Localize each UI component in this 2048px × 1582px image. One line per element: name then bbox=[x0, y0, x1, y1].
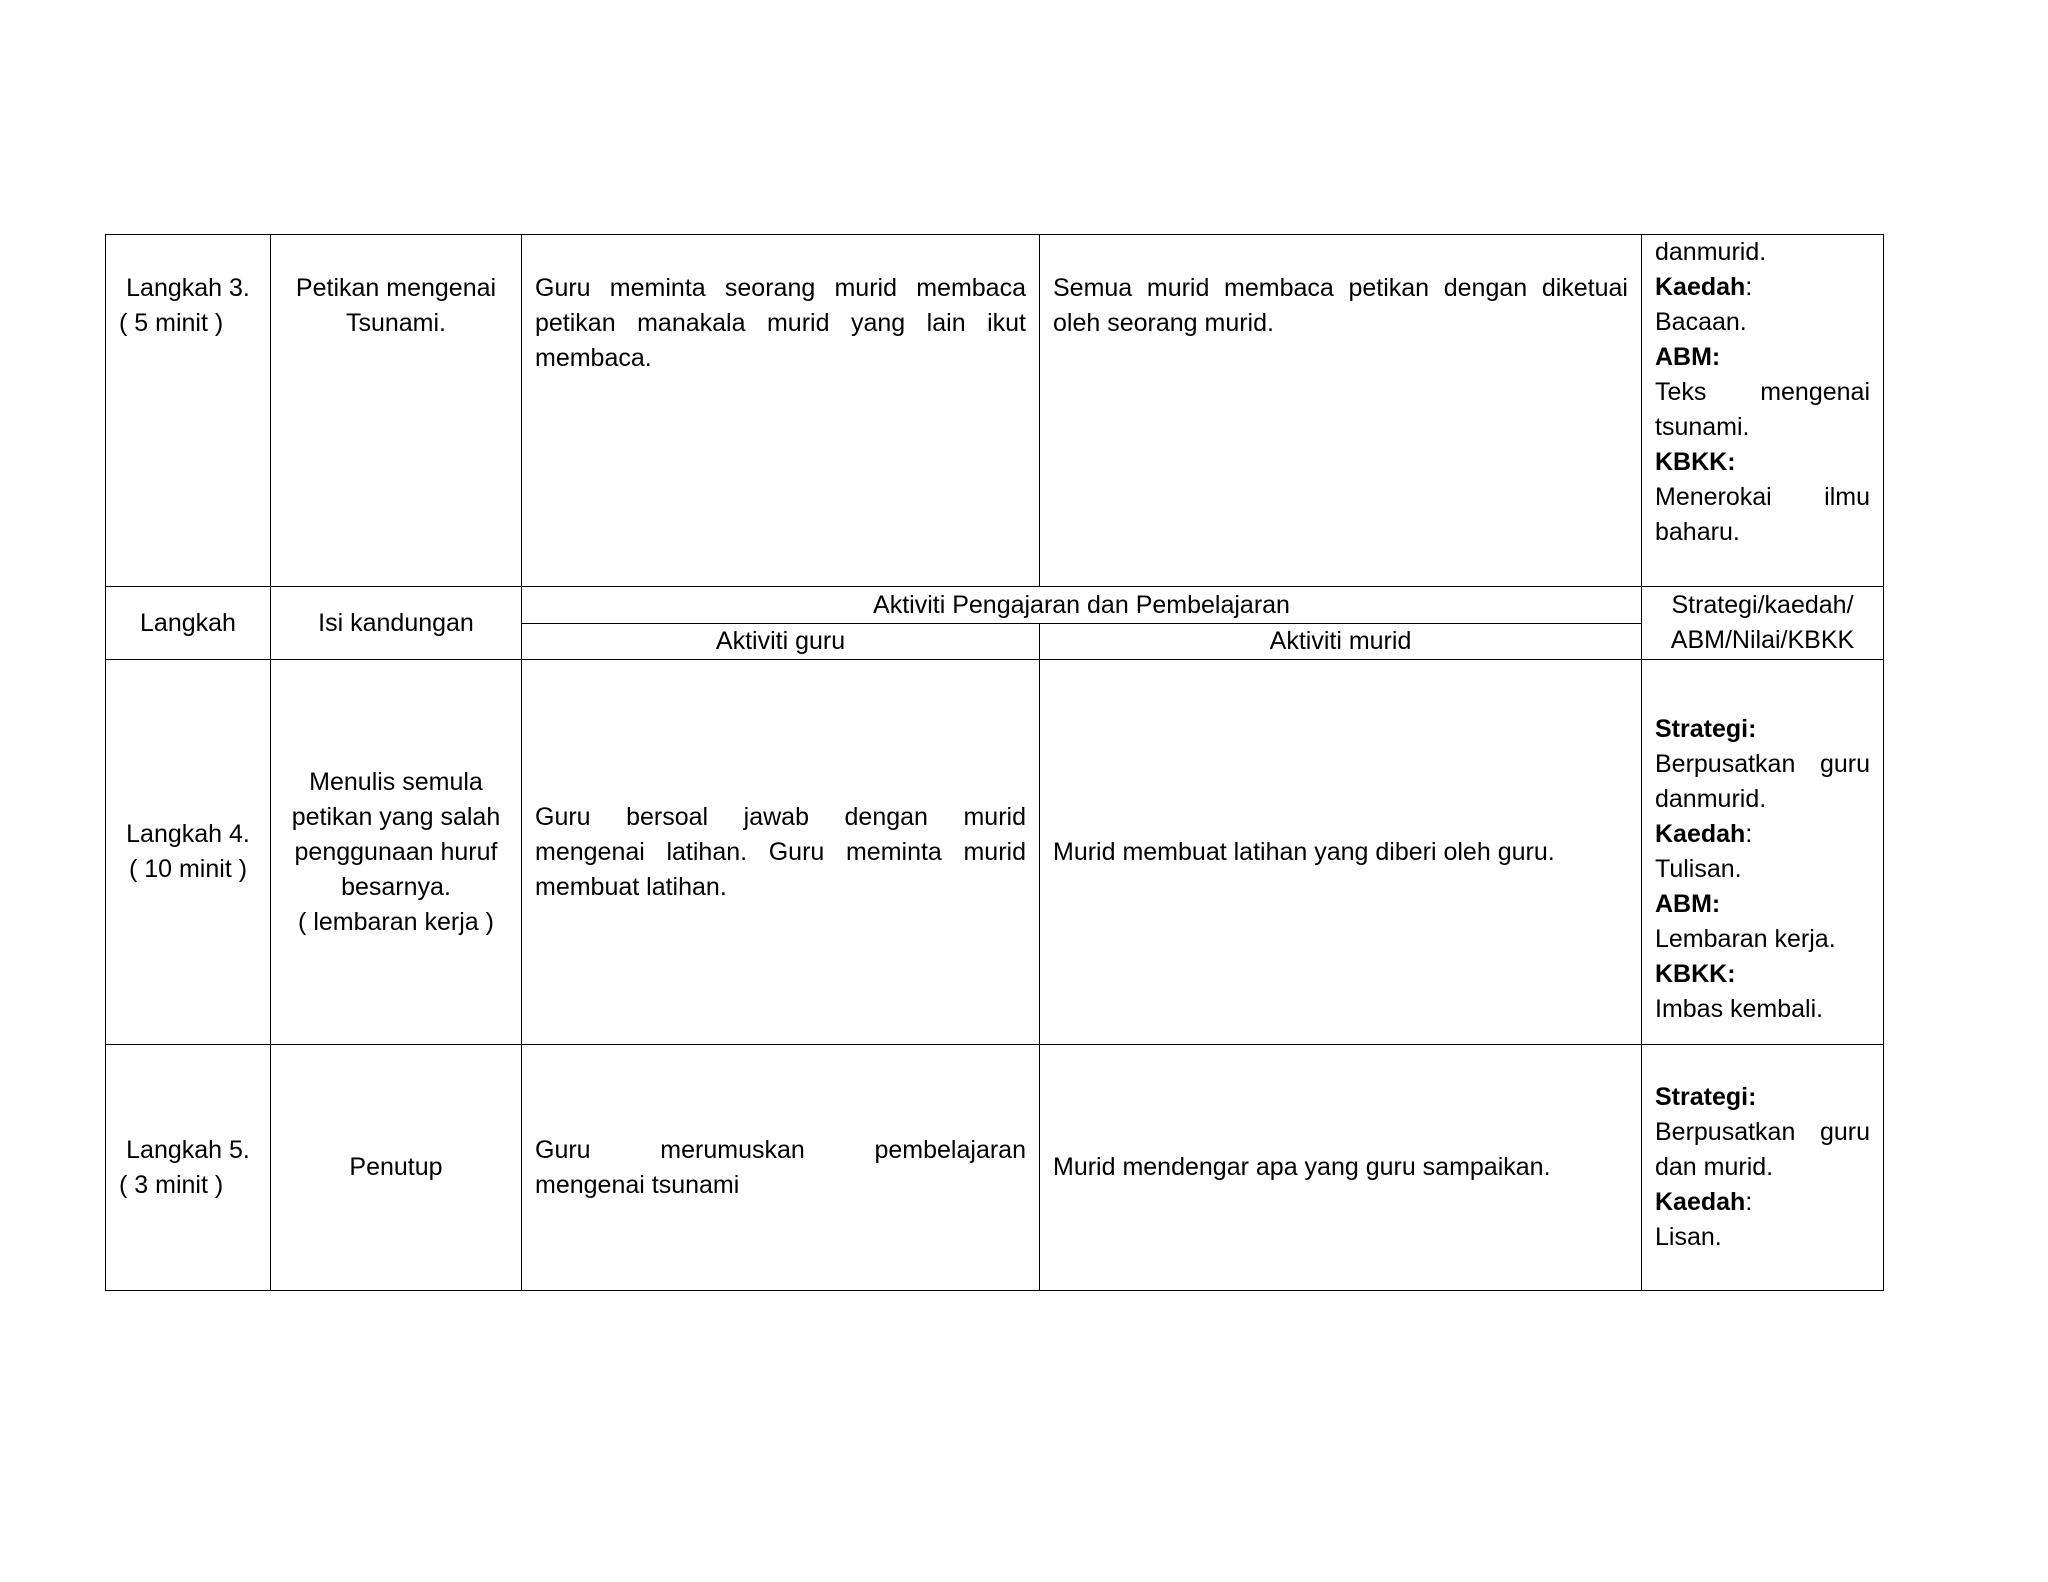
header-isi bbox=[271, 587, 522, 660]
isi-4-cell bbox=[271, 660, 522, 1045]
isi-4-line1: Menulis semula bbox=[309, 767, 483, 796]
langkah-4-duration: ( 10 minit ) bbox=[128, 855, 248, 883]
isi-5-cell bbox=[271, 1045, 522, 1291]
kaedah-3-value: Bacaan. bbox=[1655, 308, 1747, 336]
langkah-3-cell bbox=[106, 235, 271, 587]
langkah-4-title: Langkah 4. bbox=[126, 820, 250, 848]
strategi-5-line2: dan murid. bbox=[1655, 1153, 1774, 1181]
kaedah-5 bbox=[1655, 1185, 1870, 1220]
header-aktiviti-text: Aktiviti Pengajaran dan Pembelajaran bbox=[873, 590, 1290, 619]
kbkk-4-value: Imbas kembali. bbox=[1655, 995, 1824, 1023]
kaedah-3-label: Kaedah bbox=[1655, 273, 1746, 301]
kaedah-5-value: Lisan. bbox=[1655, 1223, 1722, 1251]
strategi-3-line1: danmurid. bbox=[1655, 238, 1767, 266]
strategi-3-cell bbox=[1642, 235, 1884, 587]
header-langkah-text: Langkah bbox=[140, 608, 236, 637]
header-strategi-line2: ABM/Nilai/KBKK bbox=[1670, 626, 1855, 654]
guru-5-cell bbox=[522, 1045, 1040, 1291]
row-langkah-5 bbox=[106, 1045, 1884, 1291]
murid-3-cell bbox=[1040, 235, 1642, 587]
header-aktiviti-murid-text: Aktiviti murid bbox=[1269, 627, 1412, 655]
abm-3-line1: Teks mengenai bbox=[1655, 378, 1870, 406]
guru-5-line1: Guru merumuskan pembelajaran bbox=[535, 1135, 1026, 1164]
header-aktiviti-murid bbox=[1040, 624, 1642, 660]
kaedah-4-value: Tulisan. bbox=[1655, 855, 1742, 883]
guru-4-text: Guru bersoal jawab dengan murid mengenai latihan. Guru meminta murid membuat latihan. bbox=[535, 802, 1026, 901]
murid-4-text: Murid membuat latihan yang diberi oleh guru. bbox=[1053, 837, 1555, 866]
header-aktiviti-guru bbox=[522, 624, 1040, 660]
isi-3-line2: Tsunami. bbox=[345, 309, 447, 337]
header-isi-text: Isi kandungan bbox=[318, 608, 474, 637]
langkah-3-title: Langkah 3. bbox=[126, 274, 250, 302]
langkah-5-title: Langkah 5. bbox=[126, 1135, 250, 1164]
guru-3-text: Guru meminta seorang murid membaca petikan manakala murid yang lain ikut membaca. bbox=[535, 274, 1026, 372]
isi-3-line1: Petikan mengenai bbox=[295, 274, 497, 302]
strategi-4-line2: danmurid. bbox=[1655, 785, 1767, 813]
kbkk-3-line1: Menerokai ilmu bbox=[1655, 483, 1870, 511]
kaedah-4-colon: : bbox=[1745, 820, 1753, 848]
kaedah-5-label: Kaedah bbox=[1655, 1188, 1746, 1216]
guru-3-cell bbox=[522, 235, 1040, 587]
header-strategi bbox=[1642, 587, 1884, 660]
abm-4-value: Lembaran kerja. bbox=[1655, 925, 1836, 953]
kaedah-3 bbox=[1655, 270, 1870, 305]
strategi-5-label: Strategi: bbox=[1655, 1083, 1757, 1111]
row-langkah-3 bbox=[106, 235, 1884, 587]
murid-5-cell bbox=[1040, 1045, 1642, 1291]
isi-4-line2: petikan yang salah bbox=[291, 802, 501, 831]
abm-4-label: ABM: bbox=[1655, 890, 1721, 918]
murid-4-cell bbox=[1040, 660, 1642, 1045]
header-aktiviti-guru-text: Aktiviti guru bbox=[715, 627, 846, 655]
header-aktiviti bbox=[522, 587, 1642, 624]
murid-3-text: Semua murid membaca petikan dengan diketuai oleh seorang murid. bbox=[1053, 274, 1628, 337]
lesson-plan-table bbox=[105, 234, 1884, 1291]
strategi-5-cell bbox=[1642, 1045, 1884, 1291]
kaedah-5-colon: : bbox=[1745, 1188, 1753, 1216]
isi-4-line5: ( lembaran kerja ) bbox=[298, 907, 494, 936]
isi-4-line3: penggunaan huruf bbox=[294, 837, 498, 866]
abm-3-line2: tsunami. bbox=[1655, 413, 1750, 441]
header-langkah bbox=[106, 587, 271, 660]
langkah-5-duration: ( 3 minit ) bbox=[119, 1170, 224, 1199]
kaedah-3-colon: : bbox=[1745, 273, 1753, 301]
isi-5-text: Penutup bbox=[349, 1153, 443, 1181]
isi-4-line4: besarnya. bbox=[341, 872, 451, 901]
strategi-4-line1: Berpusatkan guru bbox=[1655, 750, 1870, 778]
abm-3-label: ABM: bbox=[1655, 343, 1721, 371]
kaedah-4 bbox=[1655, 817, 1870, 852]
langkah-5-cell bbox=[106, 1045, 271, 1291]
isi-3-cell bbox=[271, 235, 522, 587]
langkah-4-cell bbox=[106, 660, 271, 1045]
kbkk-3-line2: baharu. bbox=[1655, 518, 1740, 546]
murid-5-text: Murid mendengar apa yang guru sampaikan. bbox=[1053, 1153, 1551, 1181]
kbkk-3-label: KBKK: bbox=[1655, 448, 1736, 476]
strategi-4-cell bbox=[1642, 660, 1884, 1045]
guru-4-cell bbox=[522, 660, 1040, 1045]
strategi-5-line1: Berpusatkan guru bbox=[1655, 1118, 1870, 1146]
header-strategi-line1: Strategi/kaedah/ bbox=[1671, 591, 1854, 619]
row-langkah-4 bbox=[106, 660, 1884, 1045]
kbkk-4-label: KBKK: bbox=[1655, 960, 1736, 988]
guru-5-line2: mengenai tsunami bbox=[535, 1170, 740, 1199]
table-header-row-1 bbox=[106, 587, 1884, 624]
kaedah-4-label: Kaedah bbox=[1655, 820, 1746, 848]
langkah-3-duration: ( 5 minit ) bbox=[119, 309, 224, 337]
strategi-4-label: Strategi: bbox=[1655, 715, 1757, 743]
